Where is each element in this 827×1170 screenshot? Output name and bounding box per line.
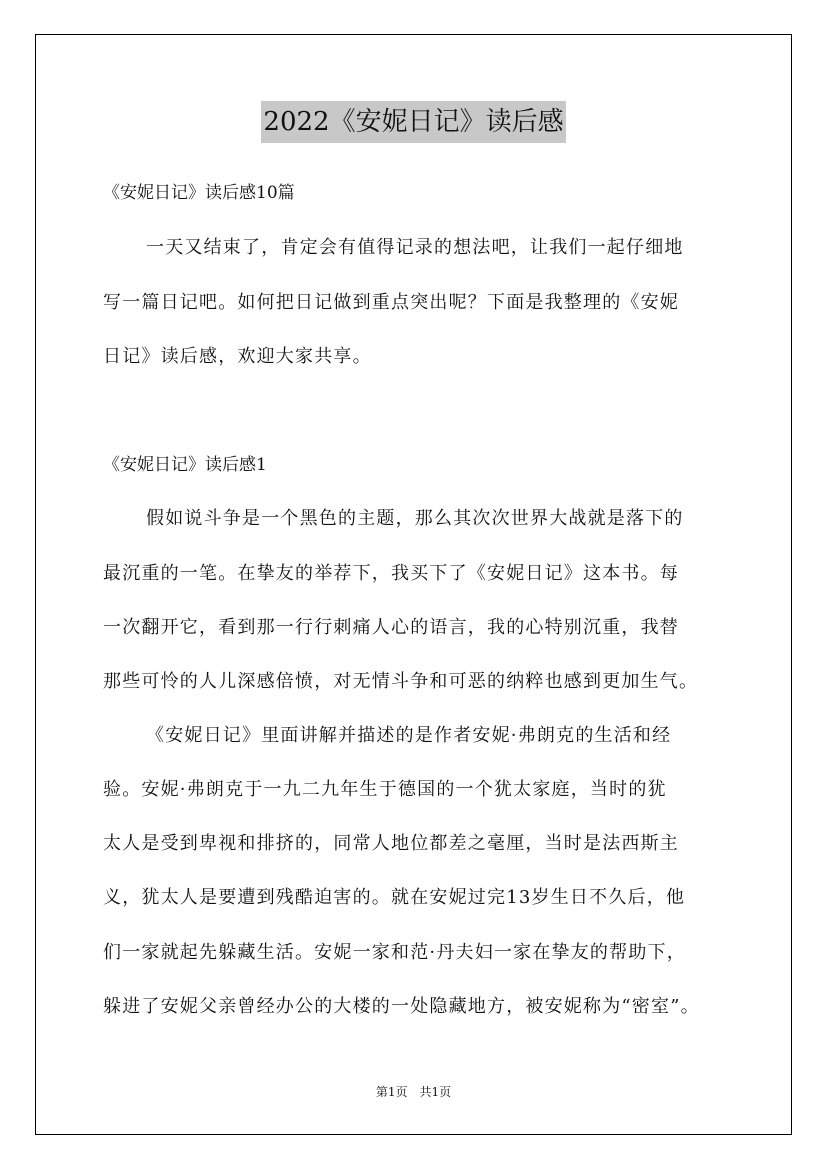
paragraph-line: 最沉重的一笔。在挚友的举荐下，我买下了《安妮日记》这本书。每	[103, 563, 679, 584]
page-footer: 第1页 共1页	[375, 1085, 452, 1099]
paragraph-line: 《安妮日记》里面讲解并描述的是作者安妮·弗朗克的生活和经	[146, 725, 672, 746]
intro-line: 写一篇日记吧。如何把日记做到重点突出呢？下面是我整理的《安妮	[103, 292, 679, 313]
document-subtitle: 《安妮日记》读后感10篇	[103, 183, 295, 203]
intro-line: 日记》读后感，欢迎大家共享。	[103, 346, 372, 367]
document-title: 2022《安妮日记》读后感	[261, 101, 565, 143]
paragraph-line: 太人是受到卑视和排挤的，同常人地位都差之毫厘，当时是法西斯主	[103, 833, 679, 854]
paragraph-line: 一次翻开它，看到那一行行刺痛人心的语言，我的心特别沉重，我替	[103, 617, 679, 638]
paragraph-line: 验。安妮·弗朗克于一九二九年生于德国的一个犹太家庭，当时的犹	[103, 779, 667, 800]
paragraph-line: 躲进了安妮父亲曾经办公的大楼的一处隐藏地方，被安妮称为“密室”。	[103, 996, 700, 1017]
section-heading: 《安妮日记》读后感1	[103, 455, 267, 475]
paragraph-line: 那些可怜的人儿深感倍愤，对无情斗争和可恶的纳粹也感到更加生气。	[103, 671, 699, 692]
paragraph-line: 假如说斗争是一个黑色的主题，那么其次次世界大战就是落下的	[146, 508, 684, 529]
paragraph-line: 义，犹太人是要遭到残酷迫害的。就在安妮过完13岁生日不久后，他	[103, 887, 686, 908]
intro-line: 一天又结束了，肯定会有值得记录的想法吧，让我们一起仔细地	[146, 237, 684, 258]
paragraph-line: 们一家就起先躲藏生活。安妮一家和范·丹夫妇一家在挚友的帮助下，	[103, 942, 686, 963]
title-container	[0, 101, 827, 143]
